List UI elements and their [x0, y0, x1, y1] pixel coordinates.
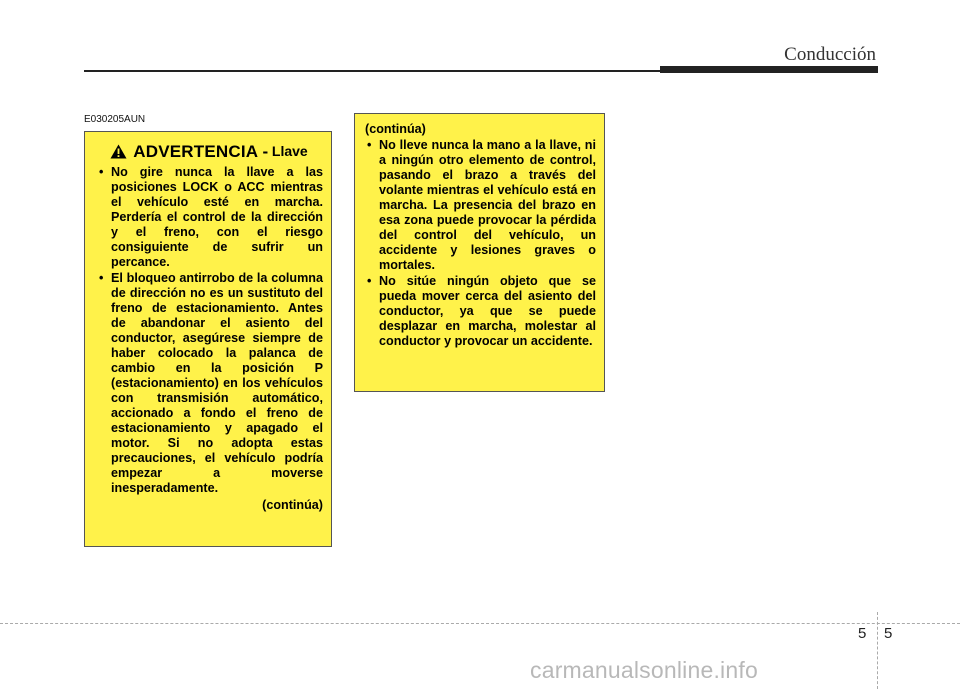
header-rule-thin [84, 70, 664, 72]
watermark: carmanualsonline.info [530, 657, 758, 683]
footer-page-separator [877, 612, 878, 689]
list-item: • No sitúe ningún objeto que se pueda mover cerca del asiento del conductor, ya que se puede desplazar en marcha, molestar al conductor y provocar un accidente. [363, 274, 596, 349]
warning-box-right [354, 113, 605, 392]
page-number-chapter: 5 [858, 625, 867, 642]
continued-label: (continúa) [365, 122, 426, 136]
list-item: • No gire nunca la llave a las posiciones LOCK o ACC mientras el vehículo esté en marcha. Perdería el control de la dirección y el freno, con el riesgo consiguiente de sufrir un percance. [95, 165, 323, 270]
list-item: • El bloqueo antirrobo de la columna de dirección no es un sustituto del freno de estacionamiento. Antes de abandonar el asiento del conductor, asegúrese siempre de haber colocado la palanca de cambio en la posición P (estacionamiento) en los vehículos con transmisión automático, accionado a fondo el freno de estacionamiento y apagado el motor. Si no adopta estas precauciones, el vehículo podría empezar a moverse inesperadamente. [95, 271, 323, 496]
header-rule-thick [660, 66, 878, 73]
warning-box-left [84, 131, 332, 547]
warning-triangle-icon [110, 144, 127, 159]
warning-heading [95, 144, 323, 159]
continues-label: (continúa) [262, 498, 323, 512]
list-item: • No lleve nunca la mano a la llave, ni a ningún otro elemento de control, pasando el brazo a través del volante mientras el vehículo está en marcha. La presencia del brazo en esa zona puede provocar la pérdida del control del vehículo, un accidente y lesiones graves o mortales. [363, 138, 596, 273]
doc-code: E030205AUN [84, 114, 146, 125]
warning-list-left [95, 165, 323, 496]
warning-title: ADVERTENCIA - [133, 142, 269, 161]
page-number-page: 5 [884, 625, 893, 642]
warning-list-right [363, 138, 596, 349]
section-title: Conducción [784, 44, 876, 65]
warning-subtitle: Llave [271, 143, 308, 159]
footer-dashed-line [0, 623, 960, 624]
